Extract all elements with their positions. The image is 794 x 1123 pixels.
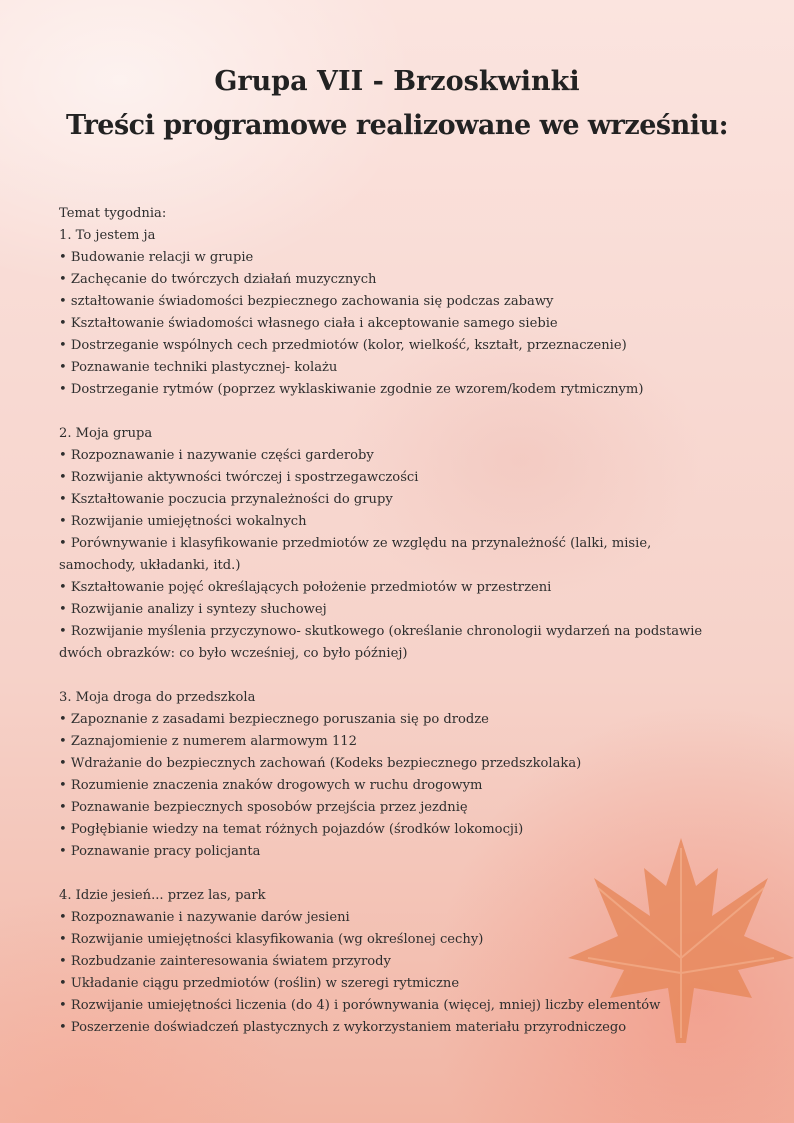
list-item: • Pogłębianie wiedzy na temat różnych pojazdów (środków lokomocji)	[59, 822, 524, 837]
list-item: • Zapoznanie z zasadami bezpiecznego poruszania się po drodze	[59, 712, 489, 727]
list-item: • Kształtowanie pojęć określających położenie przedmiotów w przestrzeni	[59, 580, 552, 595]
list-item: • Poszerzenie doświadczeń plastycznych z wykorzystaniem materiału przyrodniczego	[59, 1020, 627, 1035]
list-item: • Zaznajomienie z numerem alarmowym 112	[59, 734, 357, 749]
list-item: • Dostrzeganie wspólnych cech przedmiotów (kolor, wielkość, kształt, przeznaczenie)	[59, 338, 627, 353]
list-item: • Rozwijanie analizy i syntezy słuchowej	[59, 602, 327, 617]
list-item: • Rozwijanie umiejętności klasyfikowania (wg określonej cechy)	[59, 932, 484, 947]
week-section-2	[59, 423, 719, 665]
list-item: • Wdrażanie do bezpiecznych zachowań (Kodeks bezpiecznego przedszkolaka)	[59, 756, 582, 771]
list-item: • Rozwijanie umiejętności liczenia (do 4) i porównywania (więcej, mniej) liczby elementów	[59, 998, 661, 1013]
list-item: • Kształtowanie świadomości własnego ciała i akceptowanie samego siebie	[59, 316, 558, 331]
title-line-2: Treści programowe realizowane we wrześniu:	[65, 110, 729, 141]
list-item: • Kształtowanie poczucia przynależności do grupy	[59, 492, 393, 507]
week-heading: 3. Moja droga do przedszkola	[59, 690, 256, 705]
title-line-1: Grupa VII - Brzoskwinki	[214, 66, 580, 97]
list-item: • Układanie ciągu przedmiotów (roślin) w szeregi rytmiczne	[59, 976, 460, 991]
week-heading: 4. Idzie jesień... przez las, park	[59, 888, 266, 903]
maple-leaf-icon	[568, 838, 794, 1043]
list-item: • Zachęcanie do twórczych działań muzycznych	[59, 272, 377, 287]
list-item: • Rozpoznawanie i nazywanie darów jesieni	[59, 910, 350, 925]
section-spacer	[59, 665, 719, 687]
week-heading: 1. To jestem ja	[59, 228, 156, 243]
page-title	[0, 60, 794, 148]
week-heading: 2. Moja grupa	[59, 426, 153, 441]
list-item: • ształtowanie świadomości bezpiecznego zachowania się podczas zabawy	[59, 294, 554, 309]
list-item: • Rozwijanie myślenia przyczynowo- skutkowego (określanie chronologii wydarzeń na podstawie dwóch obrazków: co było wcześniej, co było później)	[59, 624, 703, 661]
intro-label: Temat tygodnia:	[59, 206, 167, 221]
list-item: • Rozumienie znaczenia znaków drogowych w ruchu drogowym	[59, 778, 483, 793]
list-item: • Budowanie relacji w grupie	[59, 250, 254, 265]
list-item: • Rozbudzanie zainteresowania światem przyrody	[59, 954, 391, 969]
week-section-3	[59, 687, 719, 863]
list-item: • Poznawanie pracy policjanta	[59, 844, 261, 859]
list-item: • Poznawanie bezpiecznych sposobów przejścia przez jezdnię	[59, 800, 468, 815]
list-item: • Rozpoznawanie i nazywanie części garderoby	[59, 448, 374, 463]
week-section-1	[59, 225, 719, 401]
list-item: • Dostrzeganie rytmów (poprzez wyklaskiwanie zgodnie ze wzorem/kodem rytmicznym)	[59, 382, 644, 397]
list-item: • Rozwijanie umiejętności wokalnych	[59, 514, 307, 529]
section-spacer	[59, 401, 719, 423]
list-item: • Poznawanie techniki plastycznej- kolażu	[59, 360, 338, 375]
list-item: • Porównywanie i klasyfikowanie przedmiotów ze względu na przynależność (lalki, misie, samochody, układanki, itd.)	[59, 536, 652, 573]
list-item: • Rozwijanie aktywności twórczej i spostrzegawczości	[59, 470, 419, 485]
